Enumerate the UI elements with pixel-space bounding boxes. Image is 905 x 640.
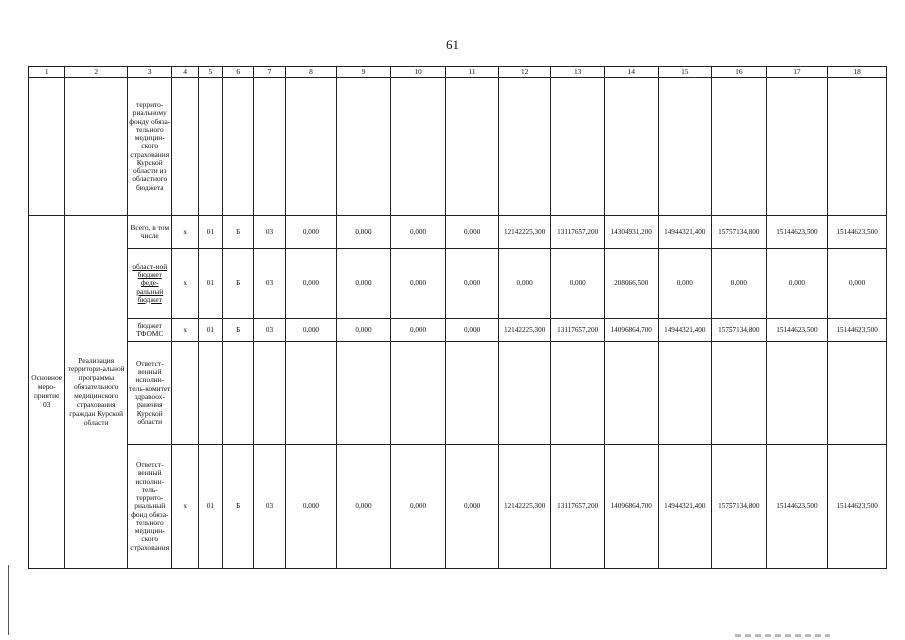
empty-cell <box>337 342 391 445</box>
empty-cell <box>604 342 658 445</box>
measure-number: Основное меро-приятие 03 <box>29 216 65 569</box>
header-row <box>29 67 887 78</box>
value-cell: 0,000 <box>498 249 551 319</box>
value-cell: Б <box>223 445 254 569</box>
value-cell: 12142225,300 <box>498 216 551 249</box>
empty-cell <box>766 342 828 445</box>
value-cell: 0,000 <box>446 319 499 342</box>
header-cell: 12 <box>498 67 551 78</box>
value-cell: x <box>172 249 198 319</box>
value-cell: 15757134,800 <box>712 216 767 249</box>
measure-title: Реализация территори-альной программы обязательного медицинского страхования граждан Курской области <box>65 216 128 569</box>
value-cell: 0,000 <box>285 319 337 342</box>
empty-cell <box>712 78 767 216</box>
empty-cell <box>254 342 285 445</box>
value-cell: 03 <box>254 445 285 569</box>
value-cell: Б <box>223 249 254 319</box>
value-cell: 208066,500 <box>604 249 658 319</box>
table-row <box>29 342 887 445</box>
page-number: 61 <box>446 37 459 52</box>
value-cell: 15757134,800 <box>712 319 767 342</box>
empty-cell <box>446 78 499 216</box>
empty-cell <box>766 78 828 216</box>
empty-cell <box>828 342 887 445</box>
value-cell: 0,000 <box>446 445 499 569</box>
value-cell: 14304931,200 <box>604 216 658 249</box>
value-cell: 01 <box>198 216 222 249</box>
scan-edge-mark <box>8 565 9 635</box>
value-cell: 0,000 <box>337 445 391 569</box>
header-cell: 2 <box>65 67 128 78</box>
value-cell: 15144623,500 <box>828 319 887 342</box>
empty-cell <box>172 78 198 216</box>
table-row <box>29 319 887 342</box>
value-cell: 15144623,500 <box>828 445 887 569</box>
value-cell: 0,000 <box>551 249 605 319</box>
table-row <box>29 216 887 249</box>
value-cell: 14096864,700 <box>604 319 658 342</box>
scan-smudge <box>735 634 830 637</box>
table-row <box>29 445 887 569</box>
value-cell: 14944321,400 <box>658 216 712 249</box>
empty-cell <box>604 78 658 216</box>
funding-source-label: област-ной бюджет феде-ральный бюджет <box>128 249 172 319</box>
header-cell: 8 <box>285 67 337 78</box>
header-cell: 18 <box>828 67 887 78</box>
value-cell: 15144623,500 <box>766 319 828 342</box>
empty-cell <box>254 78 285 216</box>
header-cell: 9 <box>337 67 391 78</box>
header-cell: 10 <box>390 67 446 78</box>
empty-cell <box>446 342 499 445</box>
value-cell: 03 <box>254 249 285 319</box>
header-cell: 3 <box>128 67 172 78</box>
value-cell: 0,000 <box>446 249 499 319</box>
value-cell: 01 <box>198 319 222 342</box>
empty-cell <box>390 78 446 216</box>
value-cell: 0,000 <box>766 249 828 319</box>
value-cell: 0,000 <box>285 216 337 249</box>
value-cell: 0,000 <box>828 249 887 319</box>
empty-cell <box>551 78 605 216</box>
header-cell: 17 <box>766 67 828 78</box>
value-cell: 0,000 <box>390 319 446 342</box>
value-cell: 0,000 <box>390 445 446 569</box>
empty-cell <box>198 78 222 216</box>
empty-cell <box>285 342 337 445</box>
empty-cell <box>498 342 551 445</box>
value-cell: 15144623,500 <box>828 216 887 249</box>
empty-cell <box>551 342 605 445</box>
table-row <box>29 249 887 319</box>
value-cell: 0,000 <box>658 249 712 319</box>
value-cell: 03 <box>254 216 285 249</box>
header-cell: 5 <box>198 67 222 78</box>
table-cell <box>29 78 65 216</box>
value-cell: 0,000 <box>337 319 391 342</box>
table-cell <box>65 78 128 216</box>
value-cell: Б <box>223 319 254 342</box>
value-cell: 13117657,200 <box>551 445 605 569</box>
funding-source-label: террито-риальному фонду обяза-тельного медицин-ского страхования Курской области из областного бюджета <box>128 78 172 216</box>
empty-cell <box>712 342 767 445</box>
value-cell: 15144623,500 <box>766 216 828 249</box>
responsible-executor-label: Ответст-венный исполни-тель-террито-риальный фонд обяза-тельного медицин-ского страхования <box>128 445 172 569</box>
header-cell: 6 <box>223 67 254 78</box>
table-row <box>29 78 887 216</box>
value-cell: 0,000 <box>337 216 391 249</box>
value-cell: 15757134,800 <box>712 445 767 569</box>
empty-cell <box>498 78 551 216</box>
empty-cell <box>658 78 712 216</box>
budget-table <box>28 66 887 569</box>
value-cell: x <box>172 319 198 342</box>
value-cell: 0,000 <box>446 216 499 249</box>
value-cell: 0,000 <box>285 249 337 319</box>
value-cell: x <box>172 216 198 249</box>
header-cell: 7 <box>254 67 285 78</box>
value-cell: 13117657,200 <box>551 319 605 342</box>
header-cell: 1 <box>29 67 65 78</box>
header-cell: 13 <box>551 67 605 78</box>
empty-cell <box>198 342 222 445</box>
responsible-executor-label: Ответст-венный исполни-тель-комитет здравоох-ранения Курской области <box>128 342 172 445</box>
empty-cell <box>828 78 887 216</box>
empty-cell <box>172 342 198 445</box>
header-cell: 16 <box>712 67 767 78</box>
empty-cell <box>223 78 254 216</box>
empty-cell <box>390 342 446 445</box>
value-cell: 01 <box>198 445 222 569</box>
value-cell: Б <box>223 216 254 249</box>
value-cell: 12142225,300 <box>498 445 551 569</box>
value-cell: 0,000 <box>337 249 391 319</box>
empty-cell <box>658 342 712 445</box>
header-cell: 15 <box>658 67 712 78</box>
funding-source-label: Всего, в том числе <box>128 216 172 249</box>
value-cell: 0,000 <box>390 216 446 249</box>
value-cell: 01 <box>198 249 222 319</box>
header-cell: 4 <box>172 67 198 78</box>
value-cell: 12142225,300 <box>498 319 551 342</box>
empty-cell <box>223 342 254 445</box>
value-cell: 13117657,200 <box>551 216 605 249</box>
value-cell: 14944321,400 <box>658 319 712 342</box>
value-cell: 0,000 <box>390 249 446 319</box>
value-cell: 03 <box>254 319 285 342</box>
value-cell: 14096864,700 <box>604 445 658 569</box>
value-cell: 0,000 <box>712 249 767 319</box>
header-cell: 14 <box>604 67 658 78</box>
value-cell: x <box>172 445 198 569</box>
header-cell: 11 <box>446 67 499 78</box>
empty-cell <box>285 78 337 216</box>
value-cell: 14944321,400 <box>658 445 712 569</box>
funding-source-label: бюджет ТФОМС <box>128 319 172 342</box>
value-cell: 0,000 <box>285 445 337 569</box>
value-cell: 15144623,500 <box>766 445 828 569</box>
empty-cell <box>337 78 391 216</box>
